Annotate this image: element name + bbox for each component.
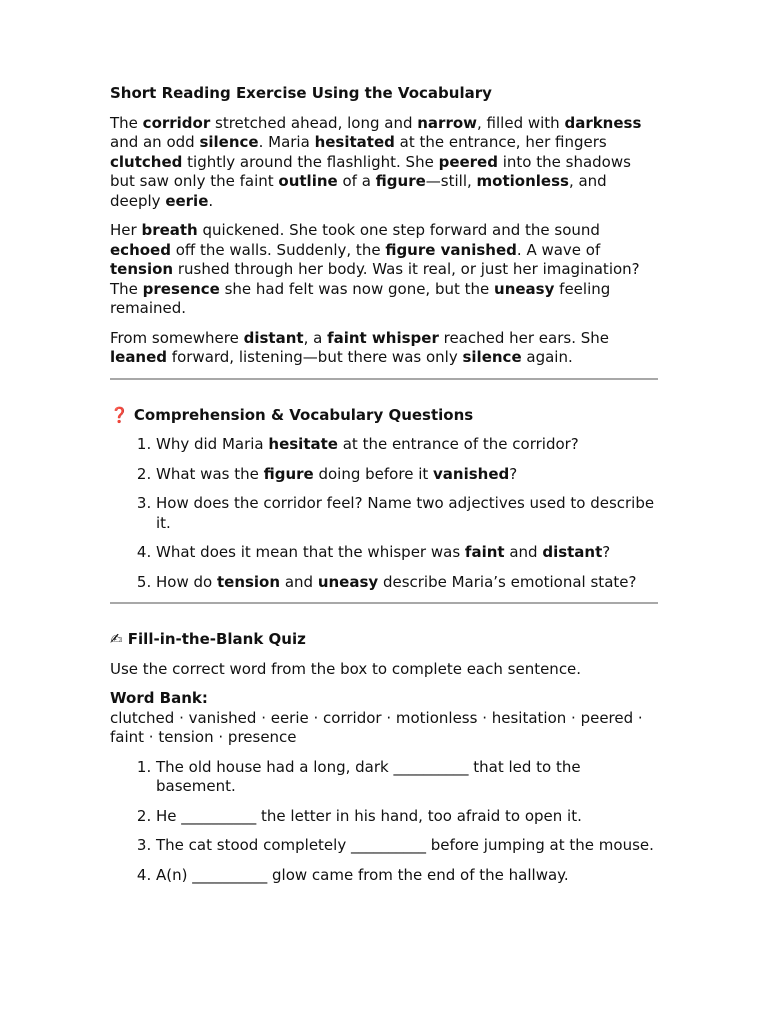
bold-vocabulary-word: distant [243, 328, 304, 347]
quiz-title: ✍ Fill-in-the-Blank Quiz [110, 630, 306, 648]
reading-paragraph-3: From somewhere distant, a faint whisper reached her ears. She leaned forward, listening—but there was only silence again. [110, 328, 610, 366]
word-bank: clutched · vanished · eerie · corridor · motionless · hesitation · peered · faint · tension · presence [110, 708, 643, 746]
comprehension-question: 3. How does the corridor feel? Name two adjectives used to describe it. [156, 494, 658, 533]
quiz-item: 4. A(n) __________ glow came from the end of the hallway. [156, 866, 658, 886]
reading-paragraph-1: The corridor stretched ahead, long and narrow, filled with darkness and an odd silence. Maria hesitated at the entrance, her fingers clutched tightly around the flashlight. She peered into the shadows but saw only the faint outline of a figure—still, motionless, and deeply eerie. [110, 113, 642, 210]
bold-vocabulary-word: uneasy [317, 572, 379, 591]
bold-vocabulary-word: outline [278, 172, 338, 190]
bold-vocabulary-word: peered [438, 152, 498, 171]
quiz-item: 1. The old house had a long, dark __________ that led to the basement. [156, 758, 658, 797]
word-bank-label: Word Bank: [110, 689, 208, 707]
bold-vocabulary-word: tension [110, 260, 174, 278]
quiz-item: 3. The cat stood completely __________ before jumping at the mouse. [156, 836, 658, 856]
bold-vocabulary-word: narrow [417, 113, 478, 132]
document-page [110, 0, 658, 885]
quiz-items-list [110, 758, 658, 886]
bold-vocabulary-word: vanished [433, 464, 510, 483]
reading-paragraph-2: Her breath quickened. She took one step forward and the sound echoed off the walls. Suddenly, the figure vanished. A wave of tension rushed through her body. Was it real, or just her imagination? The presence she had felt was now gone, but the uneasy feeling remained. [110, 221, 640, 317]
bold-vocabulary-word: hesitated [314, 133, 395, 151]
bold-vocabulary-word: leaned [110, 348, 168, 366]
bold-vocabulary-word: faint whisper [327, 328, 439, 347]
bold-vocabulary-word: figure [375, 172, 426, 190]
bold-vocabulary-word: clutched [110, 152, 183, 171]
comprehension-question: 1. Why did Maria hesitate at the entrance of the corridor? [156, 435, 658, 455]
bold-vocabulary-word: faint [464, 543, 505, 561]
bold-vocabulary-word: tension [216, 572, 281, 591]
comprehension-questions-list [110, 435, 658, 592]
bold-vocabulary-word: echoed [110, 240, 171, 259]
quiz-item: 2. He __________ the letter in his hand, too afraid to open it. [156, 807, 658, 827]
comprehension-question: 2. What was the figure doing before it vanished? [156, 465, 658, 485]
bold-vocabulary-word: darkness [564, 113, 642, 132]
bold-vocabulary-word: uneasy [494, 279, 555, 298]
bold-vocabulary-word: silence [462, 348, 522, 366]
bold-vocabulary-word: figure vanished [385, 240, 517, 259]
bold-vocabulary-word: breath [141, 221, 198, 239]
bold-vocabulary-word: corridor [142, 113, 211, 132]
section-divider [110, 378, 658, 380]
bold-vocabulary-word: presence [142, 279, 220, 298]
comprehension-question: 4. What does it mean that the whisper was faint and distant? [156, 543, 658, 563]
quiz-instructions: Use the correct word from the box to complete each sentence. [110, 659, 582, 678]
bold-vocabulary-word: eerie [165, 191, 209, 210]
bold-vocabulary-word: distant [542, 543, 603, 561]
section-divider [110, 602, 658, 604]
bold-vocabulary-word: silence [199, 133, 259, 151]
reading-title: Short Reading Exercise Using the Vocabulary [110, 84, 492, 102]
bold-vocabulary-word: hesitate [268, 435, 338, 453]
bold-vocabulary-word: motionless [476, 172, 569, 190]
comprehension-question: 5. How do tension and uneasy describe Maria’s emotional state? [156, 573, 658, 593]
comprehension-title: ❓ Comprehension & Vocabulary Questions [110, 405, 474, 424]
bold-vocabulary-word: figure [263, 464, 314, 483]
